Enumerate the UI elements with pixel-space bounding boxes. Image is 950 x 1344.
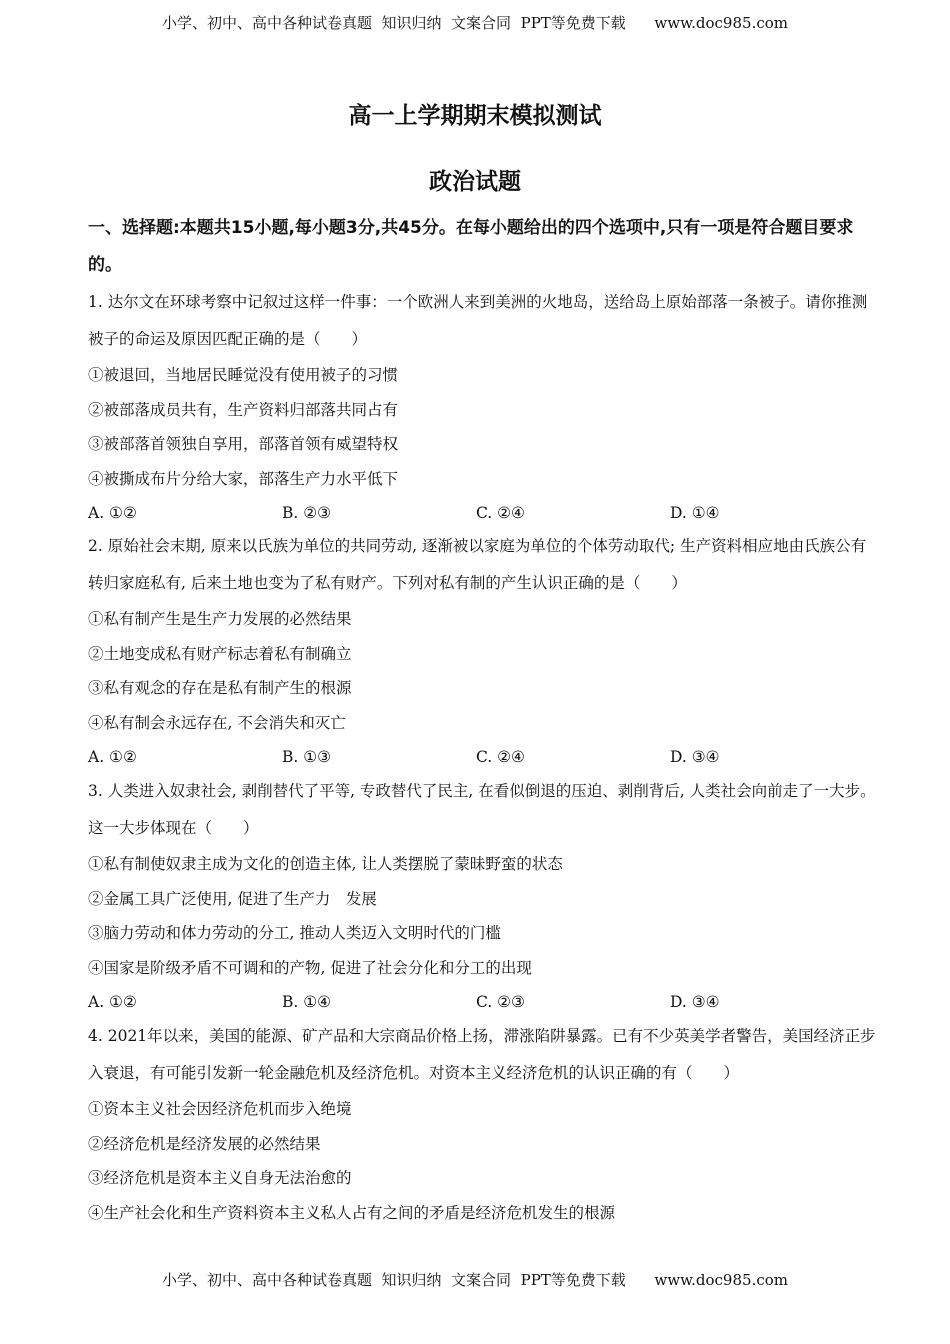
statement: ④私有制会永远存在, 不会消失和灭亡 (88, 713, 346, 732)
page-footer: 小学、初中、高中各种试卷真题 知识归纳 文案合同 PPT等免费下载 www.doc985.com (161, 1271, 788, 1289)
statement: ①私有制产生是生产力发展的必然结果 (88, 610, 352, 628)
option-a: A. ①② (88, 748, 137, 766)
answer-options (88, 740, 878, 775)
statement: ③脑力劳动和体力劳动的分工, 推动人类迈入文明时代的门槛 (88, 924, 501, 942)
question-stem: 2. 原始社会末期, 原来以氏族为单位的共同劳动, 逐渐被以家庭为单位的个体劳动取代; 生产资料相应地由氏族公有转归家庭私有, 后来土地也变为了私有财产。下列对私有制的产生认识正确的是（ ） (88, 537, 867, 592)
option-d: D. ①④ (670, 504, 720, 522)
option-b: B. ①③ (282, 748, 332, 766)
statement: ④被撕成布片分给大家，部落生产力水平低下 (88, 469, 399, 488)
statement: ③私有观念的存在是私有制产生的根源 (88, 679, 352, 697)
statement: ①私有制使奴隶主成为文化的创造主体, 让人类摆脱了蒙昧野蛮的状态 (88, 855, 563, 873)
option-a: A. ①② (88, 993, 137, 1011)
question-3 (88, 773, 878, 1020)
option-c: C. ②③ (476, 993, 525, 1011)
option-d: D. ③④ (670, 748, 720, 766)
question-2 (88, 528, 878, 775)
statement: ②被部落成员共有，生产资料归部落共同占有 (88, 400, 399, 419)
statement: ④国家是阶级矛盾不可调和的产物, 促进了社会分化和分工的出现 (88, 958, 532, 977)
statement: ③经济危机是资本主义自身无法治愈的 (88, 1169, 352, 1187)
page-header: 小学、初中、高中各种试卷真题 知识归纳 文案合同 PPT等免费下载 www.doc985.com (161, 14, 788, 32)
answer-options (88, 496, 878, 531)
option-d: D. ③④ (670, 993, 720, 1011)
question-stem: 3. 人类进入奴隶社会, 剥削替代了平等, 专政替代了民主, 在看似倒退的压迫、剥削背后, 人类社会向前走了一大步。这一大步体现在（ ） (88, 782, 876, 837)
statement: ①资本主义社会因经济危机而步入绝境 (88, 1100, 352, 1118)
option-c: C. ②④ (476, 748, 525, 766)
exam-title: 高一上学期期末模拟测试 (348, 103, 602, 129)
question-4 (88, 1018, 878, 1230)
statement: ②金属工具广泛使用, 促进了生产力 发展 (88, 889, 377, 908)
exam-subtitle: 政治试题 (429, 169, 521, 195)
question-1 (88, 284, 878, 531)
answer-options (88, 985, 878, 1020)
question-stem: 4. 2021年以来，美国的能源、矿产品和大宗商品价格上扬，滞涨陷阱暴露。已有不少英美学者警告，美国经济正步入衰退，有可能引发新一轮金融危机及经济危机。对资本主义经济危机的认识正确的有（ ） (88, 1027, 876, 1082)
statement: ③被部落首领独自享用，部落首领有威望特权 (88, 435, 399, 453)
statement: ②土地变成私有财产标志着私有制确立 (88, 644, 352, 663)
option-a: A. ①② (88, 504, 137, 522)
statement: ①被退回，当地居民睡觉没有使用被子的习惯 (88, 366, 399, 384)
option-b: B. ②③ (282, 504, 332, 522)
option-b: B. ①④ (282, 993, 332, 1011)
statement: ④生产社会化和生产资料资本主义私人占有之间的矛盾是经济危机发生的根源 (88, 1203, 616, 1222)
question-stem: 1. 达尔文在环球考察中记叙过这样一件事：一个欧洲人来到美洲的火地岛，送给岛上原始部落一条被子。请你推测被子的命运及原因匹配正确的是（ ） (88, 293, 868, 348)
option-c: C. ②④ (476, 504, 525, 522)
section-heading: 一、选择题:本题共15小题,每小题3分,共45分。在每小题给出的四个选项中,只有一项是符合题目要求的。 (88, 218, 854, 275)
statement: ②经济危机是经济发展的必然结果 (88, 1134, 321, 1153)
